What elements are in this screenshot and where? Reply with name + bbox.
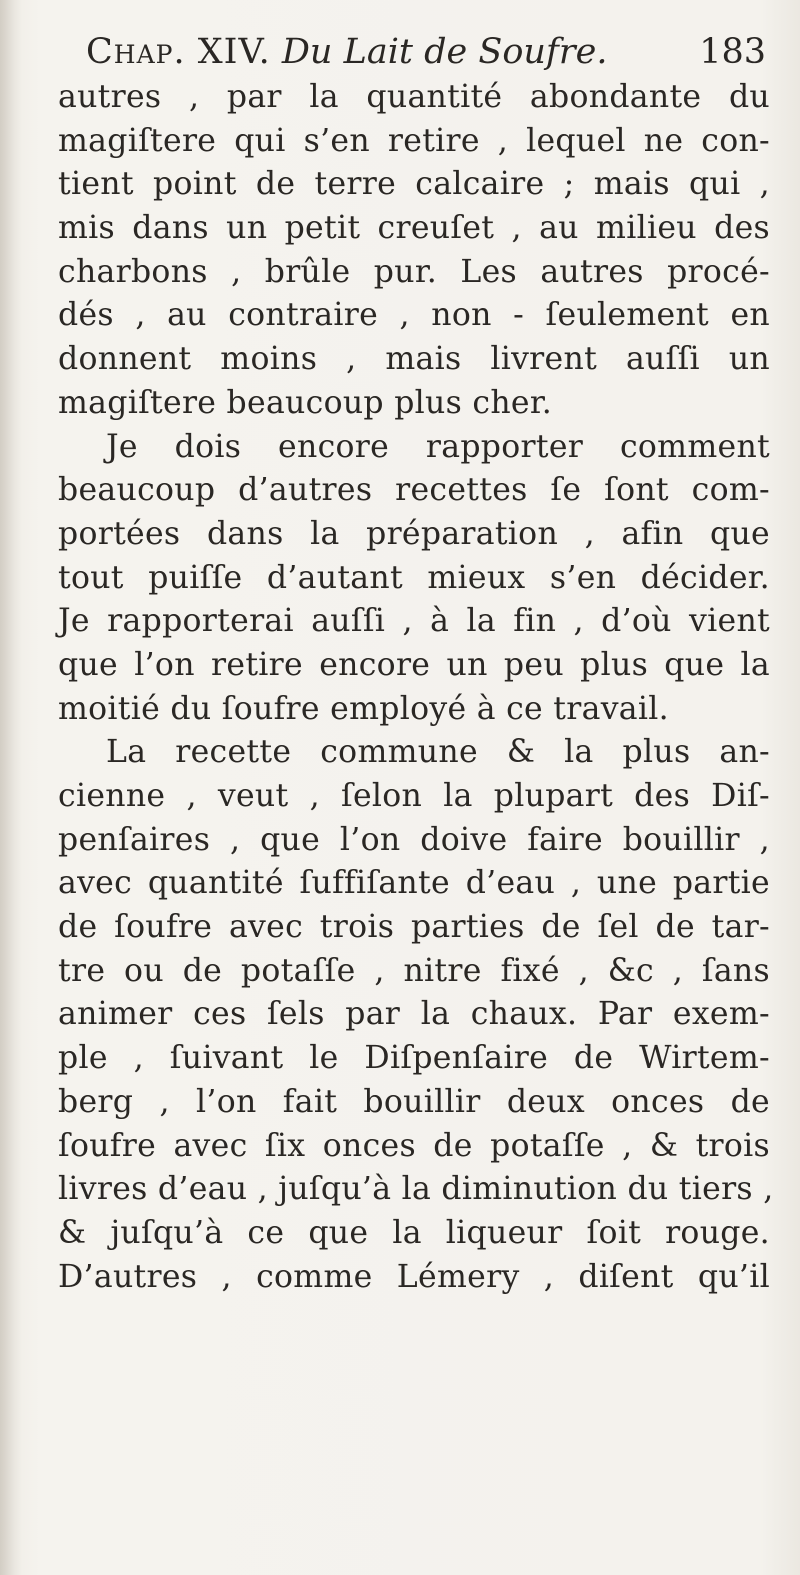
- text-line: La recette commune & la plus an-: [106, 734, 770, 771]
- text-line: avec quantité ſuffiſante d’eau , une partie: [58, 865, 770, 902]
- text-line: dés , au contraire , non - ſeulement en: [58, 297, 770, 334]
- text-line: D’autres , comme Lémery , diſent qu’il: [58, 1258, 770, 1295]
- text-line: moitié du ſoufre employé à ce travail.: [58, 690, 669, 727]
- text-line: mis dans un petit creuſet , au milieu des: [58, 210, 770, 247]
- text-line: donnent moins , mais livrent auſſi un: [58, 341, 770, 378]
- text-line: livres d’eau , juſqu’à la diminution du tiers ,: [58, 1171, 774, 1208]
- text-line: de ſoufre avec trois parties de ſel de tar-: [58, 909, 770, 946]
- text-line: magiſtere qui s’en retire , lequel ne con-: [58, 122, 770, 159]
- text-line: autres , par la quantité abondante du: [58, 79, 770, 115]
- text-line: portées dans la préparation , afin que: [58, 515, 770, 552]
- text-line: cienne , veut , ſelon la plupart des Diſ-: [58, 778, 770, 814]
- text-line: magiſtere beaucoup plus cher.: [58, 384, 553, 421]
- text-line: tient point de terre calcaire ; mais qui ,: [58, 166, 770, 203]
- text-line: charbons , brûle pur. Les autres procé-: [58, 253, 770, 290]
- body-text: [58, 76, 774, 1299]
- text-line: berg , l’on fait bouillir deux onces de: [58, 1083, 770, 1120]
- text-line: Je rapporterai auſſi , à la fin , d’où vient: [58, 603, 770, 640]
- text-line: animer ces ſels par la chaux. Par exem-: [58, 996, 770, 1033]
- text-line: penſaires , que l’on doive faire bouillir ,: [58, 821, 770, 858]
- running-header: [86, 28, 766, 76]
- text-line: & juſqu’à ce que la liqueur ſoit rouge.: [58, 1214, 770, 1251]
- chapter-title: Du Lait de Soufre.: [281, 32, 608, 72]
- text-line: ſoufre avec ſix onces de potaſſe , & trois: [58, 1127, 770, 1164]
- text-line: Je dois encore rapporter comment: [106, 428, 770, 465]
- text-line: que l’on retire encore un peu plus que la: [58, 646, 770, 683]
- page-number: 183: [699, 32, 766, 72]
- text-line: ple , ſuivant le Diſpenſaire de Wirtem-: [58, 1040, 770, 1077]
- text-line: tout puiſſe d’autant mieux s’en décider.: [58, 559, 770, 596]
- text-line: beaucoup d’autres recettes ſe ſont com-: [58, 472, 770, 509]
- chapter-label: Chap. XIV.: [86, 32, 271, 72]
- page-gutter-shadow: [0, 0, 22, 1575]
- text-line: tre ou de potaſſe , nitre fixé , &c , ſans: [58, 952, 770, 989]
